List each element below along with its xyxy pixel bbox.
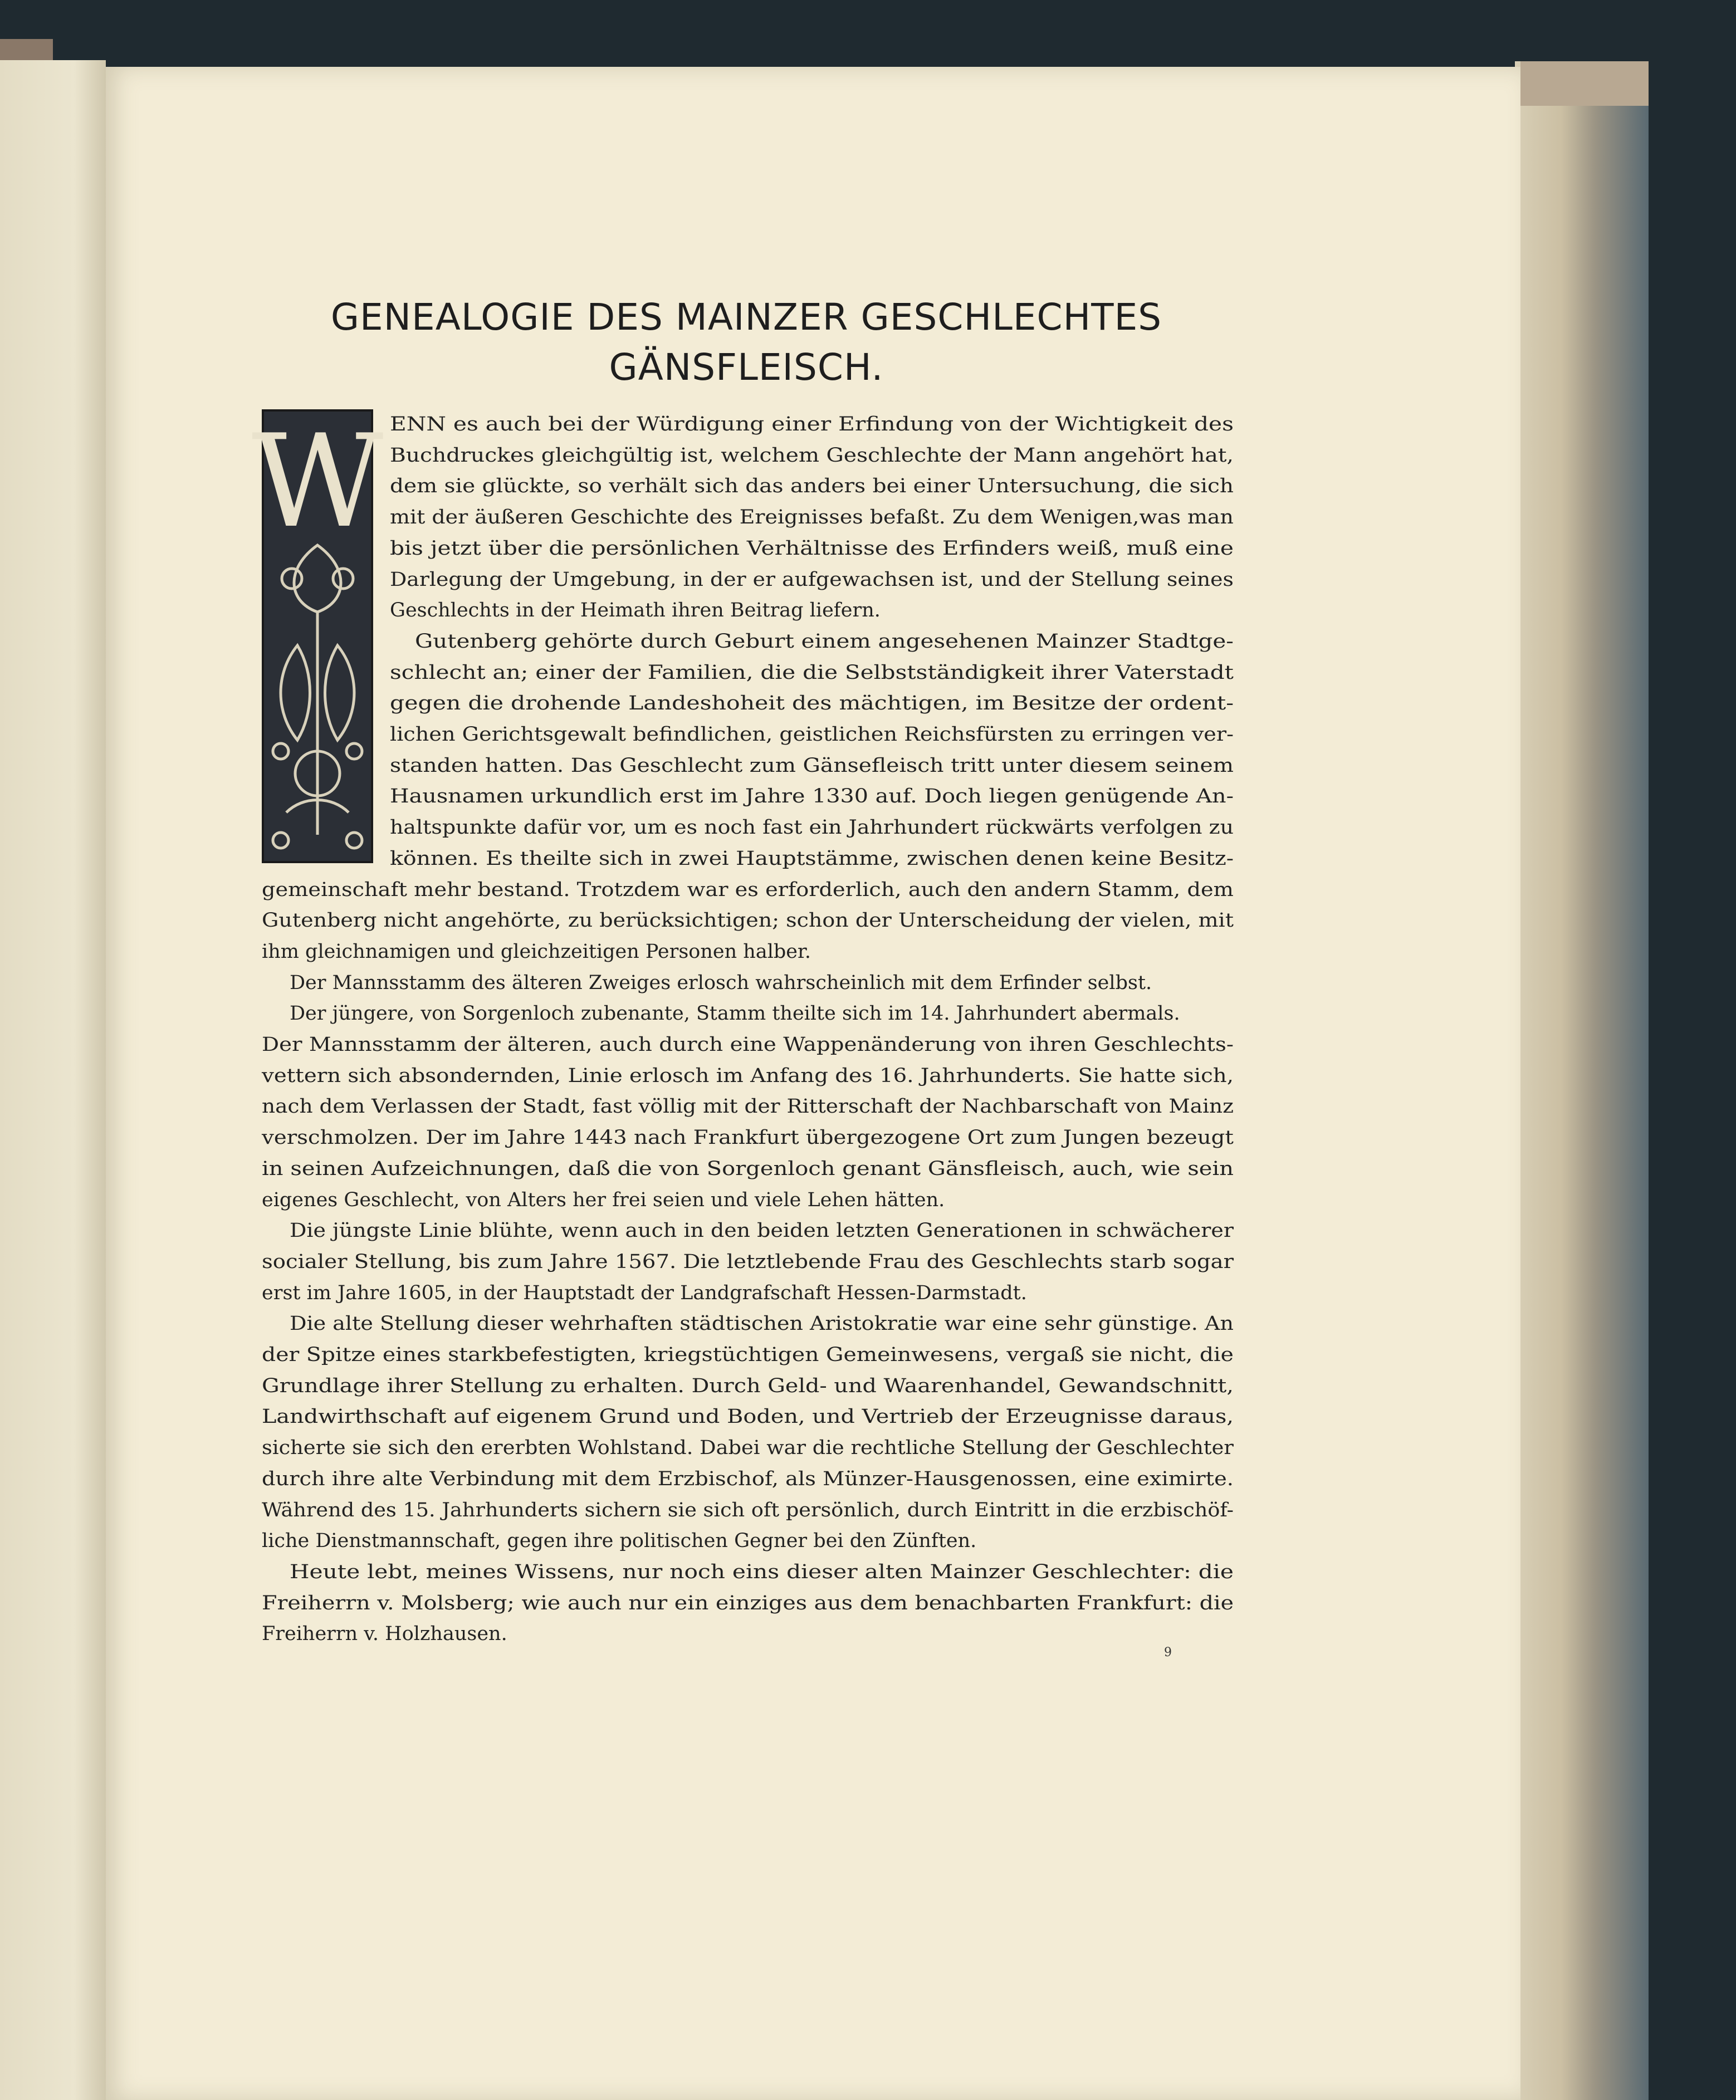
title-line-1: GENEALOGIE DES MAINZER GESCHLECHTES: [330, 296, 1162, 339]
text-line: Freiherrn v. Molsberg; wie auch nur ein einziges aus dem benachbarten Frankfurt: die: [262, 1592, 1234, 1614]
text-line: verschmolzen. Der im Jahre 1443 nach Frankfurt übergezogene Ort zum Jungen bezeugt: [262, 1127, 1234, 1149]
text-line: Grundlage ihrer Stellung zu erhalten. Durch Geld- und Waarenhandel, Gewandschnitt,: [262, 1374, 1234, 1397]
text-line: Geschlechts in der Heimath ihren Beitrag liefern.: [390, 599, 881, 622]
text-line: vettern sich absondernden, Linie erlosch im Anfang des 16. Jahrhunderts. Sie hatte sich,: [262, 1064, 1234, 1087]
text-line: Freiherrn v. Holzhausen.: [262, 1623, 507, 1646]
text-line: ENN es auch bei der Würdigung einer Erfindung von der Wichtigkeit des: [390, 413, 1234, 435]
text-line: erst im Jahre 1605, in der Hauptstadt der Landgrafschaft Hessen-Darmstadt.: [262, 1281, 1027, 1304]
text-line: Buchdruckes gleichgültig ist, welchem Geschlechte der Mann angehört hat,: [390, 444, 1234, 467]
text-line: Der jüngere, von Sorgenloch zubenante, Stamm theilte sich im 14. Jahrhundert abermals.: [290, 1002, 1180, 1025]
ornamental-initial: [251, 408, 384, 863]
text-line: nach dem Verlassen der Stadt, fast völlig mit der Ritterschaft der Nachbarschaft von Mainz: [262, 1095, 1234, 1118]
text-line: Gutenberg gehörte durch Geburt einem angesehenen Mainzer Stadtge-: [415, 630, 1234, 653]
text-line: Gutenberg nicht angehörte, zu berücksichtigen; schon der Unterscheidung der vielen, mit: [262, 909, 1234, 932]
text-line: Während des 15. Jahrhunderts sichern sie sich oft persönlich, durch Eintritt in die erzbischöf-: [262, 1499, 1234, 1521]
text-line: schlecht an; einer der Familien, die die Selbstständigkeit ihrer Vaterstadt: [390, 661, 1234, 684]
page-number: 9: [1164, 1646, 1172, 1660]
text-line: sicherte sie sich den ererbten Wohlstand. Dabei war die rechtliche Stellung der Geschlechter: [262, 1437, 1234, 1460]
text-line: bis jetzt über die persönlichen Verhältnisse des Erfinders weiß, muß eine: [390, 537, 1234, 560]
initial-letter: W: [251, 408, 384, 556]
text-line: Die alte Stellung dieser wehrhaften städtischen Aristokratie war eine sehr günstige. An: [290, 1313, 1234, 1335]
text-line: in seinen Aufzeichnungen, daß die von Sorgenloch genant Gänsfleisch, auch, wie sein: [262, 1157, 1234, 1180]
text-line: durch ihre alte Verbindung mit dem Erzbischof, als Münzer-Hausgenossen, eine eximirte.: [262, 1467, 1234, 1490]
text-line: socialer Stellung, bis zum Jahre 1567. Die letztlebende Frau des Geschlechts starb sogar: [262, 1250, 1234, 1273]
page-title: [223, 292, 1270, 393]
text-line: eigenes Geschlecht, von Alters her frei seien und viele Lehen hätten.: [262, 1188, 945, 1211]
text-line: Darlegung der Umgebung, in der er aufgewachsen ist, und der Stellung seines: [390, 568, 1234, 591]
text-line: gegen die drohende Landeshoheit des mächtigen, im Besitze der ordent-: [390, 692, 1234, 715]
right-cover: [1520, 61, 1649, 106]
text-line: lichen Gerichtsgewalt befindlichen, geistlichen Reichsfürsten zu erringen ver-: [390, 723, 1234, 746]
text-line: können. Es theilte sich in zwei Hauptstämme, zwischen denen keine Besitz-: [390, 847, 1234, 870]
text-line: dem sie glückte, so verhält sich das anders bei einer Untersuchung, die sich: [390, 475, 1234, 498]
text-line: Der Mannsstamm der älteren, auch durch eine Wappenänderung von ihren Geschlechts-: [262, 1034, 1234, 1056]
text-line: Landwirthschaft auf eigenem Grund und Boden, und Vertrieb der Erzeugnisse daraus,: [262, 1406, 1234, 1428]
text-line: standen hatten. Das Geschlecht zum Gänsefleisch tritt unter diesem seinem: [390, 754, 1234, 777]
page-stack-edge: [1515, 61, 1649, 2100]
text-line: Heute lebt, meines Wissens, nur noch eins dieser alten Mainzer Geschlechter: die: [290, 1560, 1234, 1583]
text-line: haltspunkte dafür vor, um es noch fast ein Jahrhundert rückwärts verfolgen zu: [390, 816, 1234, 839]
text-line: mit der äußeren Geschichte des Ereignisses befaßt. Zu dem Wenigen,was man: [390, 506, 1234, 529]
text-line: Die jüngste Linie blühte, wenn auch in den beiden letzten Generationen in schwächerer: [290, 1220, 1234, 1242]
text-line: Der Mannsstamm des älteren Zweiges erlosch wahrscheinlich mit dem Erfinder selbst.: [290, 971, 1152, 994]
text-line: Hausnamen urkundlich erst im Jahre 1330 auf. Doch liegen genügende An-: [390, 785, 1234, 808]
text-line: gemeinschaft mehr bestand. Trotzdem war es erforderlich, auch den andern Stamm, dem: [262, 878, 1234, 901]
text-line: ihm gleichnamigen und gleichzeitigen Personen halber.: [262, 940, 811, 963]
left-page-edge: [0, 60, 106, 2100]
text-line: der Spitze eines starkbefestigten, kriegstüchtigen Gemeinwesens, vergaß sie nicht, die: [262, 1344, 1234, 1366]
ornament-icon: [251, 408, 384, 861]
text-line: liche Dienstmannschaft, gegen ihre politischen Gegner bei den Zünften.: [262, 1530, 977, 1553]
title-line-2: GÄNSFLEISCH.: [609, 346, 884, 389]
